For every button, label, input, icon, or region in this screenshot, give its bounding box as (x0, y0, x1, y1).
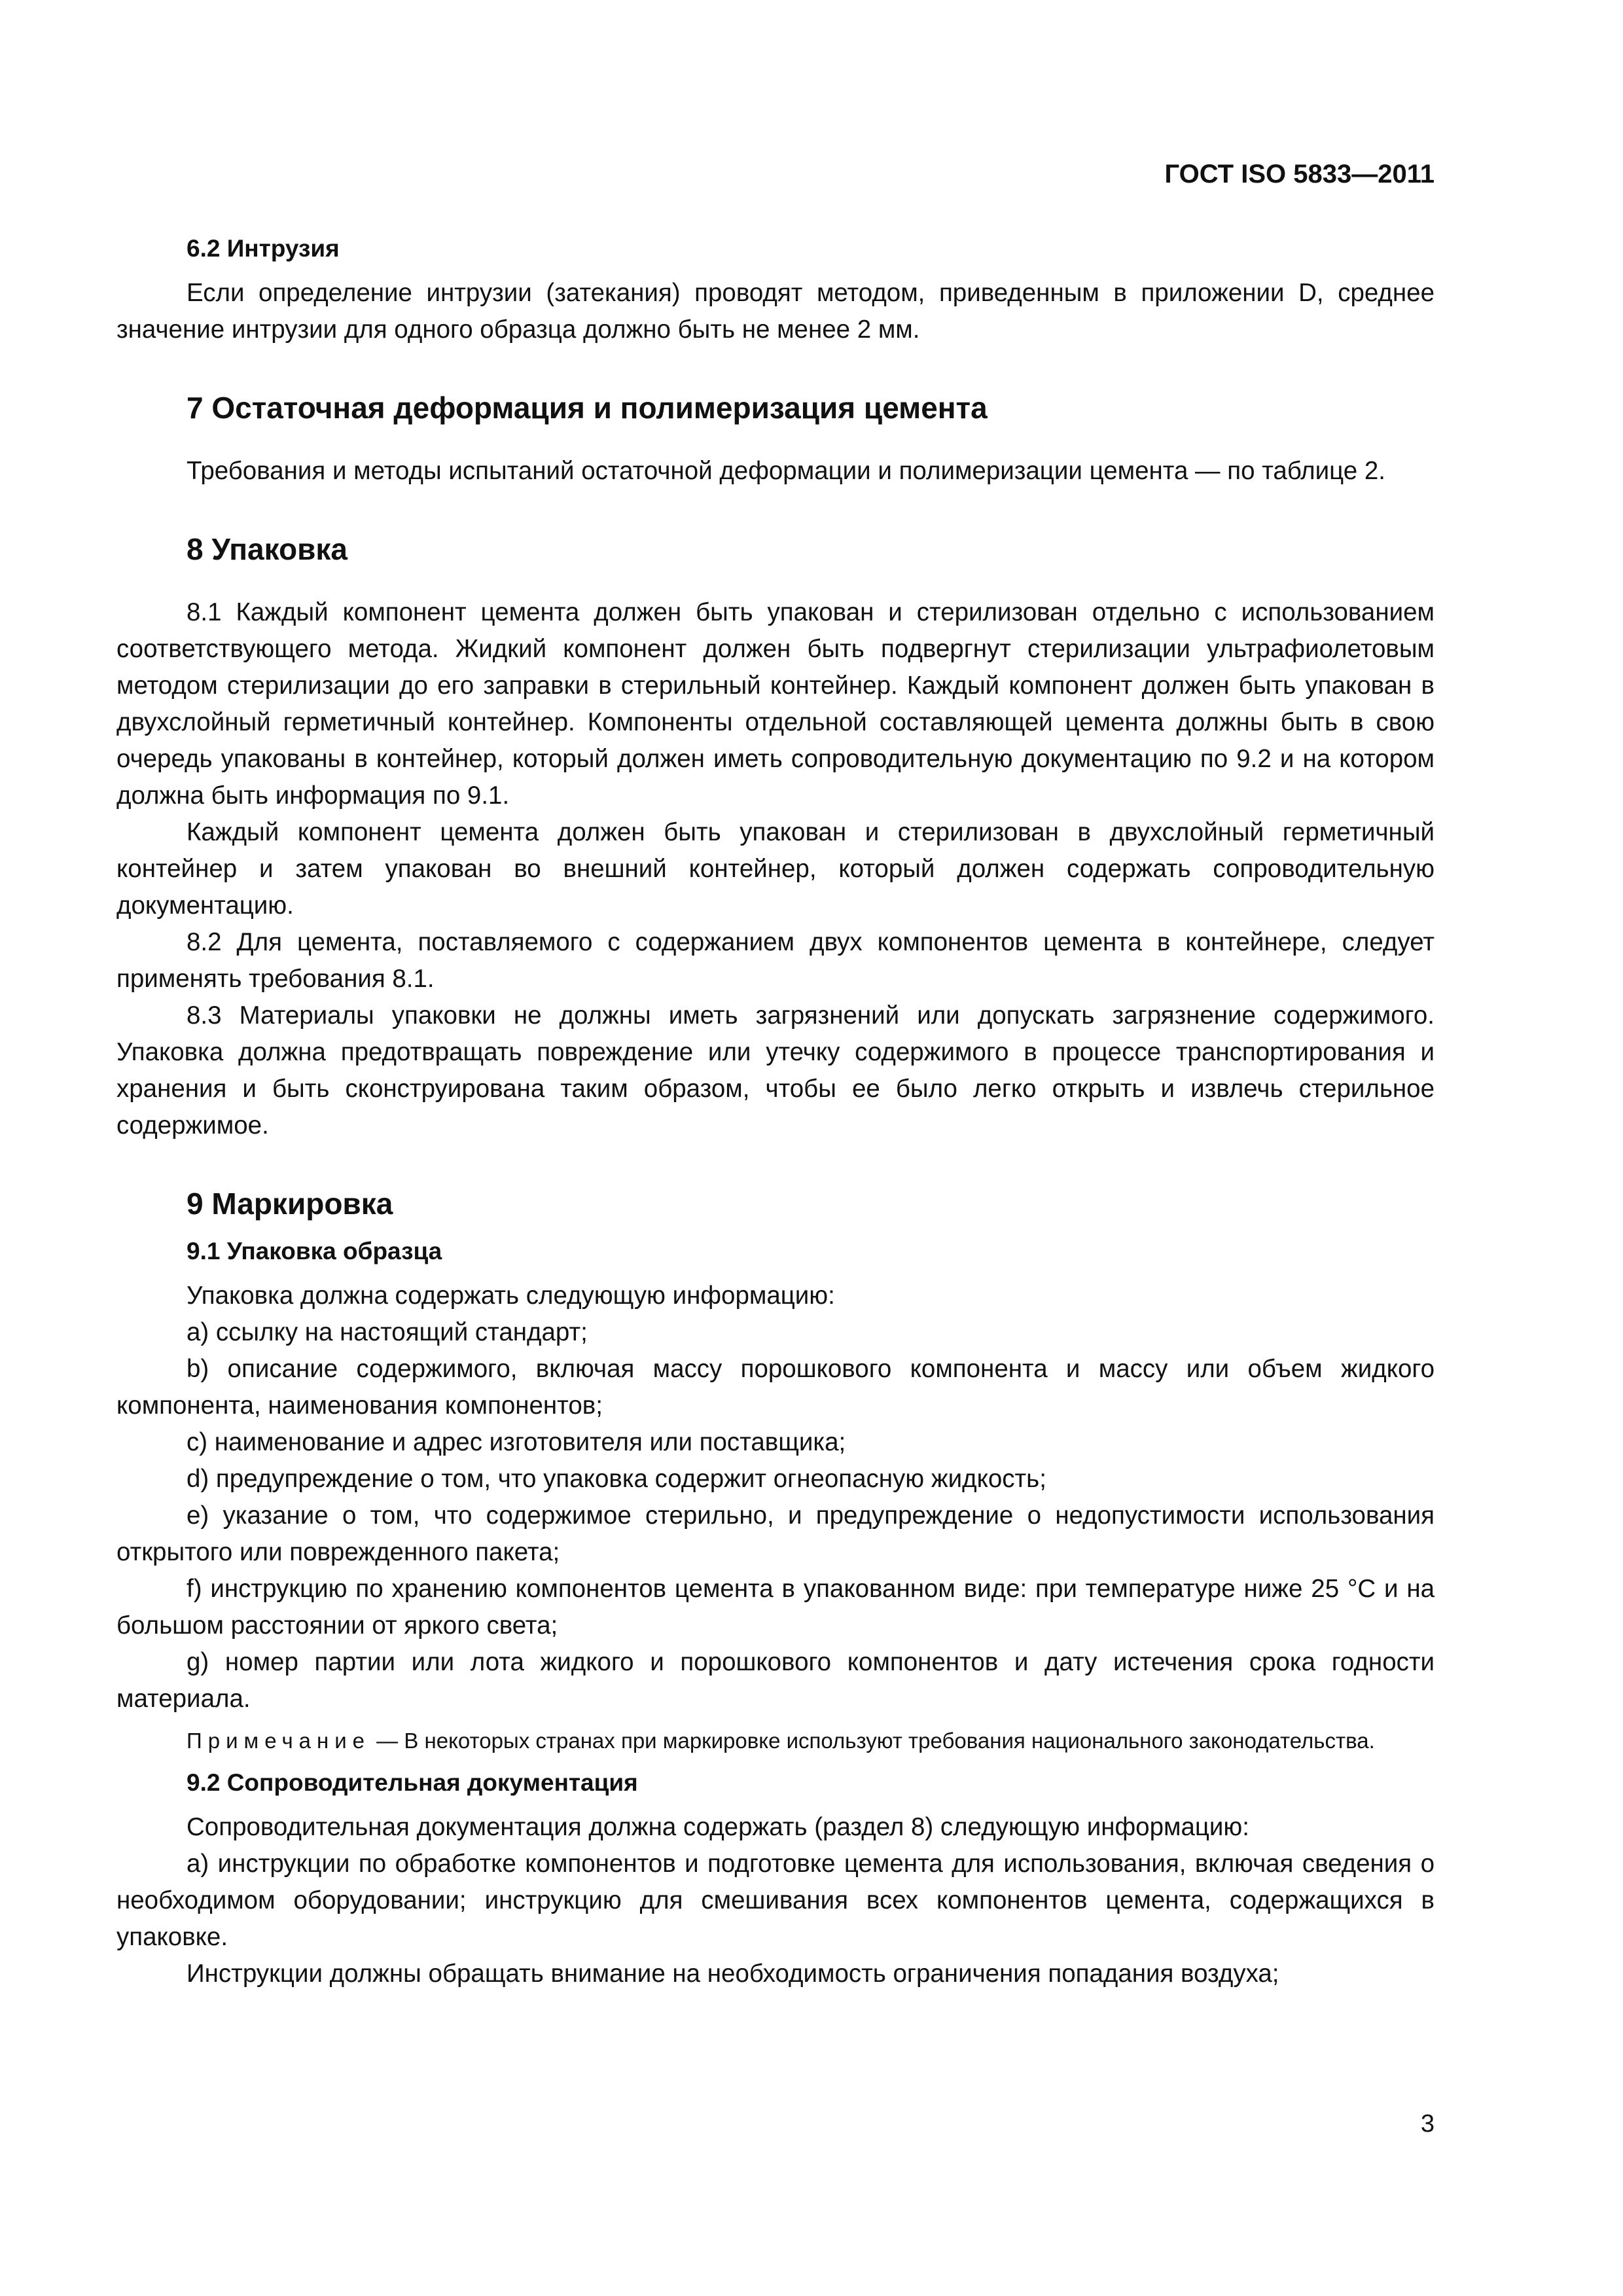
section-9-1-intro: Упаковка должна содержать следующую информацию: (187, 1282, 835, 1310)
list-item: b) описание содержимого, включая массу порошкового компонента и массу или объем жидкого компонента, наименования компонентов; (116, 1355, 1435, 1420)
section-9-2-title: 9.2 Сопроводительная документация (187, 1769, 638, 1796)
section-6-2-text: Если определение интрузии (затекания) проводят методом, приведенным в приложении D, среднее значение интрузии для одного образца должно быть не менее 2 мм. (116, 279, 1435, 344)
section-6-2-title: 6.2 Интрузия (187, 235, 340, 262)
section-9-2-intro: Сопроводительная документация должна содержать (раздел 8) следующую информацию: (187, 1813, 1249, 1841)
section-8-3-text: 8.3 Материалы упаковки не должны иметь загрязнений или допускать загрязнение содержимого. Упаковка должна предотвращать повреждение или утечку содержимого в процессе транспортирования и хранения и быть сконструирована таким образом, чтобы ее было легко открыть и извлечь стерильное содержимое. (116, 1001, 1435, 1139)
list-item: d) предупреждение о том, что упаковка содержит огнеопасную жидкость; (187, 1465, 1046, 1493)
list-item: f) инструкцию по хранению компонентов цемента в упакованном виде: при температуре ниже 25 °С и на большом расстоянии от яркого света; (116, 1575, 1435, 1640)
page-content (116, 230, 1435, 1992)
list-item: с) наименование и адрес изготовителя или поставщика; (187, 1428, 846, 1456)
section-8-1-text: 8.1 Каждый компонент цемента должен быть упакован и стерилизован отдельно с использованием соответствующего метода. Жидкий компонент должен быть подвергнут стерилизации ультрафиолетовым методом стерилизации до его заправки в стерильный контейнер. Каждый компонент должен быть упакован в двухслойный герметичный контейнер. Компоненты отдельной составляющей цемента должны быть в свою очередь упакованы в контейнер, который должен иметь сопроводительную документацию по 9.2 и на котором должна быть информация по 9.1. (116, 598, 1435, 810)
section-8-2-text: 8.2 Для цемента, поставляемого с содержанием двух компонентов цемента в контейнере, следует применять требования 8.1. (116, 928, 1435, 993)
list-item: а) ссылку на настоящий стандарт; (187, 1318, 588, 1346)
note-label: Примечание (187, 1729, 371, 1753)
list-item: а) инструкции по обработке компонентов и подготовке цемента для использования, включая сведения о необходимом оборудовании; инструкцию для смешивания всех компонентов цемента, содержащихся в упаковке. (116, 1850, 1435, 1951)
section-7-title: 7 Остаточная деформация и полимеризация цемента (187, 391, 988, 425)
document-id: ГОСТ ISO 5833—2011 (1164, 160, 1435, 188)
list-item: g) номер партии или лота жидкого и порошкового компонентов и дату истечения срока годности материала. (116, 1648, 1435, 1713)
section-9-1-title: 9.1 Упаковка образца (187, 1238, 442, 1265)
list-item: е) указание о том, что содержимое стерильно, и предупреждение о недопустимости использования открытого или поврежденного пакета; (116, 1501, 1435, 1566)
note (116, 1725, 1435, 1757)
document-page (116, 0, 1435, 2296)
note-text: — В некоторых странах при маркировке используют требования национального законодательства. (370, 1729, 1375, 1753)
section-8-title: 8 Упаковка (187, 532, 348, 566)
section-8-1-text-cont: Каждый компонент цемента должен быть упакован и стерилизован в двухслойный герметичный контейнер и затем упакован во внешний контейнер, который должен содержать сопроводительную документацию. (116, 818, 1435, 920)
section-9-2-tail: Инструкции должны обращать внимание на необходимость ограничения попадания воздуха; (187, 1960, 1279, 1988)
page-number: 3 (1420, 2110, 1435, 2138)
section-9-title: 9 Маркировка (187, 1187, 393, 1221)
section-7-text: Требования и методы испытаний остаточной деформации и полимеризации цемента — по таблице 2. (187, 457, 1385, 485)
